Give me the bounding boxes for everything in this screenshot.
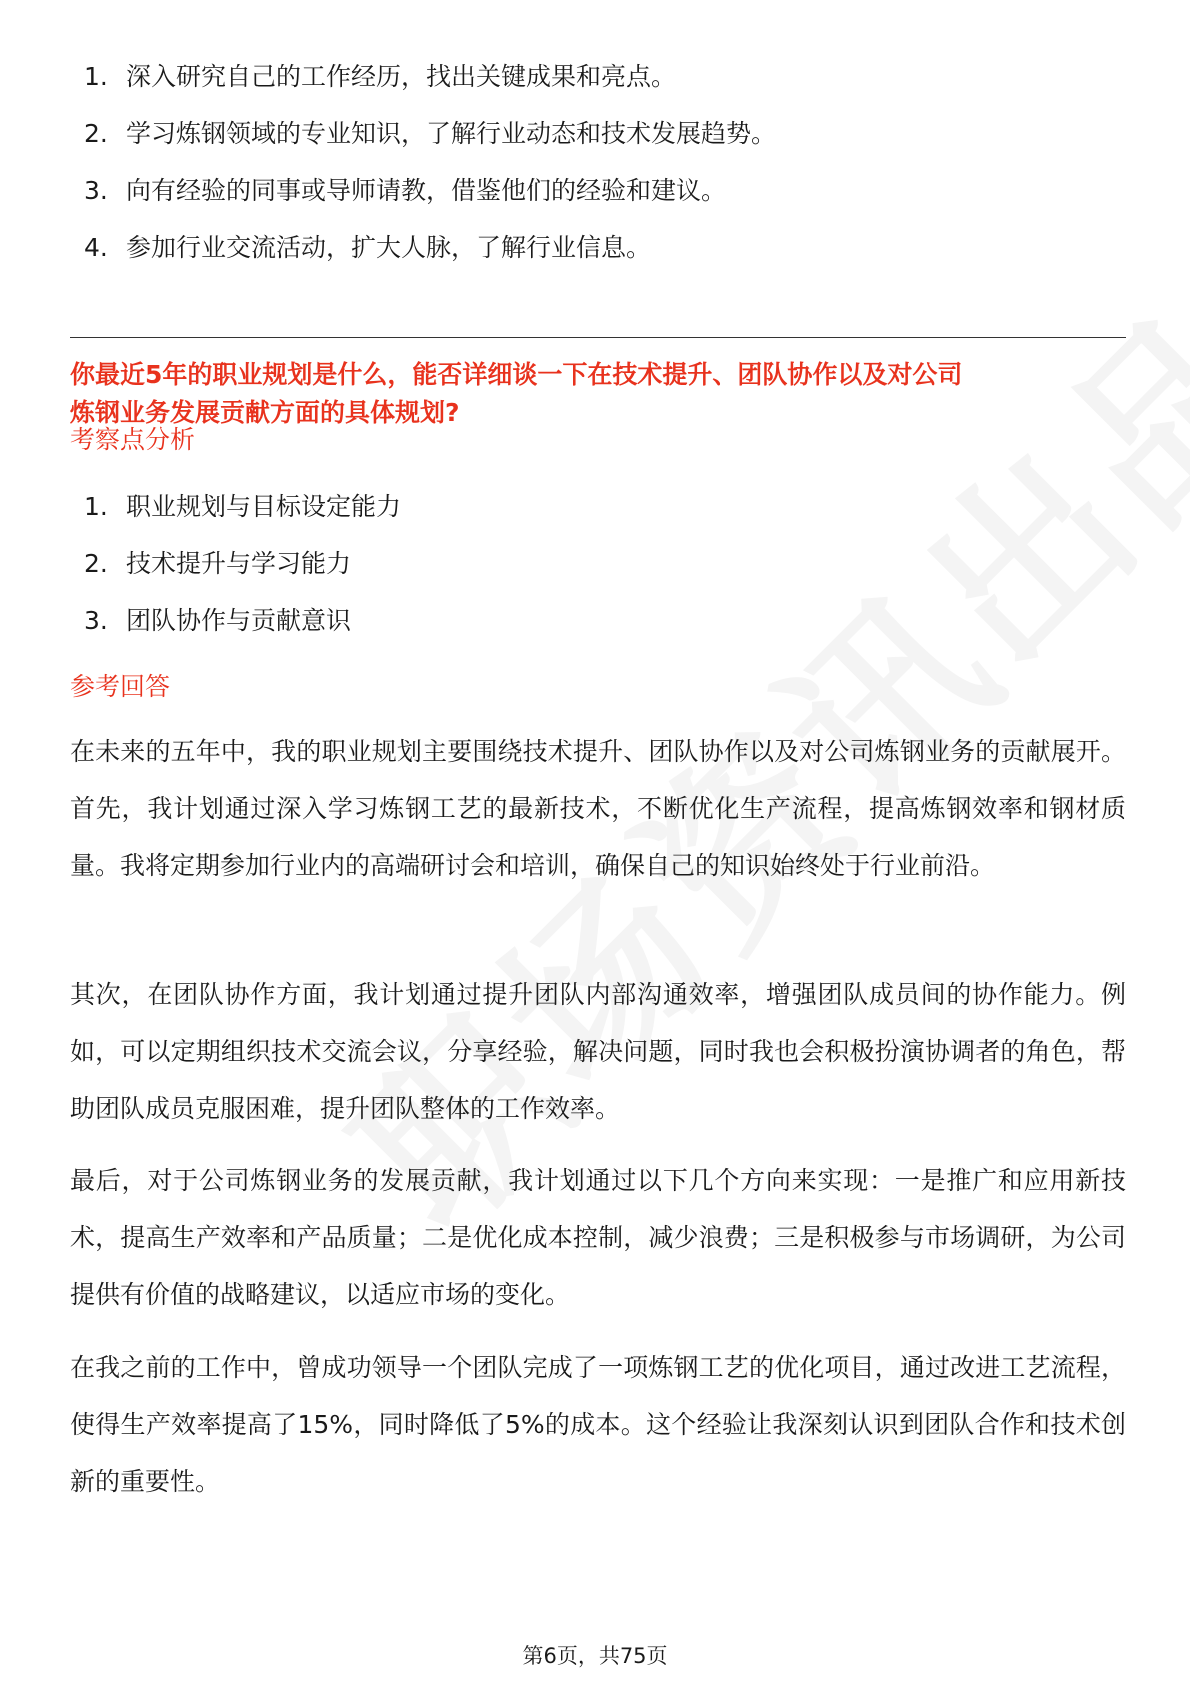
list-number: 2.: [84, 119, 108, 148]
list-text: 深入研究自己的工作经历，找出关键成果和亮点。: [126, 62, 677, 91]
list-item: [84, 105, 776, 162]
list-item: [84, 162, 776, 219]
list-text: 学习炼钢领域的专业知识，了解行业动态和技术发展趋势。: [126, 119, 777, 148]
list-text: 职业规划与目标设定能力: [126, 492, 402, 521]
list-item: [84, 592, 401, 649]
list-number: 1.: [84, 62, 108, 91]
question-line-1: 你最近5年的职业规划是什么，能否详细谈一下在技术提升、团队协作以及对公司: [70, 360, 963, 389]
list-item: [84, 48, 776, 105]
list-number: 3.: [84, 606, 108, 635]
list-item: [84, 478, 401, 535]
analysis-list: [84, 478, 401, 649]
question-line-2: 炼钢业务发展贡献方面的具体规划?: [70, 398, 460, 427]
answer-heading: 参考回答: [70, 672, 171, 701]
list-number: 1.: [84, 492, 108, 521]
section-divider: [70, 337, 1126, 338]
list-number: 3.: [84, 176, 108, 205]
intro-list: [84, 48, 776, 276]
list-item: [84, 535, 401, 592]
analysis-heading: 考察点分析: [70, 425, 196, 454]
list-text: 技术提升与学习能力: [126, 549, 352, 578]
list-text: 向有经验的同事或导师请教，借鉴他们的经验和建议。: [126, 176, 727, 205]
list-number: 4.: [84, 233, 108, 262]
page-footer: 第6页，共75页: [522, 1644, 668, 1668]
answer-paragraph: 在我之前的工作中，曾成功领导一个团队完成了一项炼钢工艺的优化项目，通过改进工艺流程，使得生产效率提高了15%，同时降低了5%的成本。这个经验让我深刻认识到团队合作和技术创新的重要性。: [70, 1353, 1126, 1496]
question-heading: [70, 356, 1130, 432]
answer-paragraph: 在未来的五年中，我的职业规划主要围绕技术提升、团队协作以及对公司炼钢业务的贡献展开。首先，我计划通过深入学习炼钢工艺的最新技术，不断优化生产流程，提高炼钢效率和钢材质量。我将定期参加行业内的高端研讨会和培训，确保自己的知识始终处于行业前沿。: [70, 737, 1126, 880]
list-number: 2.: [84, 549, 108, 578]
answer-paragraph: 其次，在团队协作方面，我计划通过提升团队内部沟通效率，增强团队成员间的协作能力。例如，可以定期组织技术交流会议，分享经验，解决问题，同时我也会积极扮演协调者的角色，帮助团队成员克服困难，提升团队整体的工作效率。: [70, 980, 1126, 1123]
answer-paragraph: 最后，对于公司炼钢业务的发展贡献，我计划通过以下几个方向来实现：一是推广和应用新技术，提高生产效率和产品质量；二是优化成本控制，减少浪费；三是积极参与市场调研，为公司提供有价值的战略建议，以适应市场的变化。: [70, 1166, 1126, 1309]
list-text: 参加行业交流活动，扩大人脉，了解行业信息。: [126, 233, 652, 262]
list-text: 团队协作与贡献意识: [126, 606, 352, 635]
list-item: [84, 219, 776, 276]
